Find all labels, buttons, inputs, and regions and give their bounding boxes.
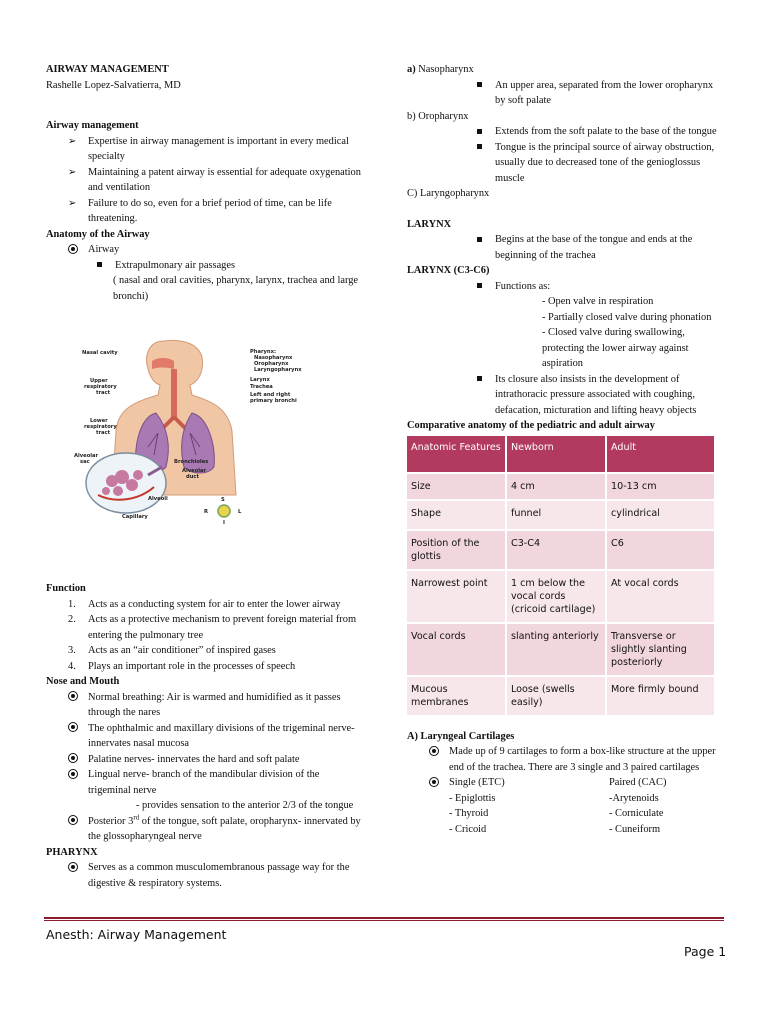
footer-rule <box>44 917 724 919</box>
list-item: Palatine nerves- innervates the hard and soft palate <box>68 752 364 768</box>
label-upper-2: respiratory <box>84 384 117 390</box>
square-bullet-icon <box>477 82 482 87</box>
list-item: 4. Plays an important role in the processes of speech <box>68 660 296 672</box>
label-alveolar-duct-1: Alveolar <box>182 468 207 474</box>
list-item: The ophthalmic and maxillary divisions of the trigeminal nerve- innervates nasal mucosa <box>68 721 364 752</box>
circle-bullet-icon <box>68 815 78 825</box>
compass-right: R <box>204 509 208 515</box>
label-bronchi-1: Left and right <box>250 392 291 398</box>
label-lower-1: Lower <box>90 418 108 424</box>
nose-mouth-heading: Nose and Mouth <box>46 676 120 687</box>
arrow-bullet-icon: ➢ <box>68 197 77 209</box>
label-larynx: Larynx <box>250 377 270 383</box>
page-number: Page 1 <box>684 944 727 959</box>
label-alveolar-sac-2: sac <box>80 459 90 465</box>
circle-bullet-icon <box>68 862 78 872</box>
list-item: - Cuneiform <box>609 823 661 835</box>
respiratory-system-illustration <box>74 335 302 526</box>
square-bullet-icon <box>477 144 482 149</box>
table-header-row: Anatomic Features Newborn Adult <box>407 436 714 472</box>
list-item: Normal breathing: Air is warmed and humidified as it passes through the nares <box>68 690 364 721</box>
list-item: Begins at the base of the tongue and ends at the beginning of the trachea <box>475 232 719 263</box>
list-item: - Thyroid <box>449 808 489 819</box>
table-row: Shape funnel cylindrical <box>407 501 714 529</box>
table-row: Position of the glottis C3-C4 C6 <box>407 531 714 569</box>
label-alveolar-duct-2: duct <box>186 474 199 480</box>
nasopharynx-heading: a) Nasopharynx <box>407 64 474 75</box>
anatomy-heading: Anatomy of the Airway <box>46 228 150 240</box>
oropharynx-heading: b) Oropharynx <box>407 110 469 122</box>
list-item: An upper area, separated from the lower oropharynx by soft palate <box>475 78 719 109</box>
list-item: ➢ Maintaining a patent airway is essential for adequate oxygenation and ventilation <box>68 165 364 196</box>
arrow-bullet-icon: ➢ <box>68 135 77 147</box>
label-lower-2: respiratory <box>84 424 117 430</box>
larynx-c3-c6-heading: LARYNX (C3-C6) <box>407 265 490 276</box>
list-item: Functions as: <box>475 279 719 295</box>
label-capillary: Capillary <box>122 514 148 520</box>
circle-bullet-icon <box>429 746 439 756</box>
list-item: Made up of 9 cartilages to form a box-like structure at the upper end of the trachea. There are 3 single and 3 paired cartilages <box>429 744 719 775</box>
list-item: Extrapulmonary air passages <box>95 258 364 274</box>
single-label: Single (ETC) <box>449 777 505 788</box>
label-upper-1: Upper <box>90 378 108 384</box>
circle-bullet-icon <box>68 691 78 701</box>
table-row: Vocal cords slanting anteriorly Transverse or slightly slanting posteriorly <box>407 624 714 675</box>
left-column-lower <box>46 581 364 891</box>
label-pharynx: Pharynx: <box>250 349 277 355</box>
list-item: Airway <box>68 242 364 258</box>
footer-rule-thin <box>44 920 724 921</box>
airway-management-heading: Airway management <box>46 120 139 131</box>
circle-bullet-icon <box>429 777 439 787</box>
list-item: ➢ Failure to do so, even for a brief period of time, can be life threatening. <box>68 196 364 227</box>
label-alveoli: Alveoli <box>148 496 168 502</box>
label-laryngopharynx: Laryngopharynx <box>254 367 302 373</box>
square-bullet-icon <box>477 237 482 242</box>
table-row: Mucous membranes Loose (swells easily) More firmly bound <box>407 677 714 715</box>
larynx-heading: LARYNX <box>407 218 452 230</box>
list-item: 3. Acts as an “air conditioner” of inspired gases <box>68 645 276 656</box>
list-item: Lingual nerve- branch of the mandibular division of the trigeminal nerve <box>68 767 364 798</box>
circle-bullet-icon <box>68 753 78 763</box>
compass-superior: S <box>221 497 225 503</box>
label-bronchioles: Bronchioles <box>174 459 209 465</box>
list-item: ➢ Expertise in airway management is important in every medical specialty <box>68 134 364 165</box>
table-row: Size 4 cm 10-13 cm <box>407 474 714 499</box>
compass-inferior: I <box>223 520 225 526</box>
laryngopharynx-heading: C) Laryngopharynx <box>407 188 490 199</box>
list-item: Tongue is the principal source of airway obstruction, usually due to decreased tone of the genioglossus muscle <box>475 140 719 187</box>
author: Rashelle Lopez-Salvatierra, MD <box>46 79 181 91</box>
label-alveolar-sac-1: Alveolar <box>74 453 99 459</box>
table-row: Narrowest point 1 cm below the vocal cords (cricoid cartilage) At vocal cords <box>407 571 714 622</box>
document-title: AIRWAY MANAGEMENT <box>46 64 169 75</box>
right-column <box>407 62 719 837</box>
label-lower-3: tract <box>96 430 111 436</box>
anatomy-note: ( nasal and oral cavities, pharynx, larynx, trachea and large bronchi) <box>113 275 359 302</box>
label-bronchi-2: primary bronchi <box>250 398 297 404</box>
label-nasopharynx: Nasopharynx <box>254 355 293 361</box>
pharynx-heading: PHARYNX <box>46 846 98 858</box>
footer-title: Anesth: Airway Management <box>46 927 227 942</box>
label-oropharynx: Oropharynx <box>254 361 289 367</box>
square-bullet-icon <box>97 262 102 267</box>
list-item: - Cricoid <box>449 823 487 835</box>
cartilages-heading: A) Laryngeal Cartilages <box>407 730 515 742</box>
left-column <box>46 62 364 304</box>
label-nasal-cavity: Nasal cavity <box>82 350 118 356</box>
table-caption: Comparative anatomy of the pediatric and adult airway <box>407 420 655 431</box>
circle-bullet-icon <box>68 244 78 254</box>
function-line: - Closed valve during swallowing, protecting the lower airway against aspiration <box>542 327 689 369</box>
label-trachea: Trachea <box>250 384 273 390</box>
paired-label: Paired (CAC) <box>609 777 667 788</box>
circle-bullet-icon <box>68 722 78 732</box>
arrow-bullet-icon: ➢ <box>68 166 77 178</box>
list-item: - Corniculate <box>609 808 664 819</box>
list-item: Serves as a common musculomembranous passage way for the digestive & respiratory systems. <box>68 860 364 891</box>
function-heading: Function <box>46 583 86 594</box>
list-item: -Arytenoids <box>609 792 659 804</box>
square-bullet-icon <box>477 129 482 134</box>
function-line: - Partially closed valve during phonation <box>542 311 712 323</box>
square-bullet-icon <box>477 376 482 381</box>
list-item: Posterior 3rd of the tongue, soft palate, oropharynx- innervated by the glossopharyngeal nerve <box>68 814 364 845</box>
comparison-table <box>405 434 716 717</box>
list-item: - Epiglottis <box>449 792 496 804</box>
square-bullet-icon <box>477 283 482 288</box>
compass-left: L <box>238 509 242 515</box>
label-upper-3: tract <box>96 390 111 396</box>
circle-bullet-icon <box>68 769 78 779</box>
list-item: 2. Acts as a protective mechanism to prevent foreign material from entering the pulmonary tree <box>68 614 357 641</box>
function-line: - Open valve in respiration <box>542 296 654 307</box>
cartilage-lists <box>429 775 719 837</box>
list-item: Its closure also insists in the development of intrathoracic pressure associated with coughing, defacation, micturation and lifting heavy objects <box>475 372 719 419</box>
lingual-note: - provides sensation to the anterior 2/3 of the tongue <box>136 800 354 811</box>
list-item: Extends from the soft palate to the base of the tongue <box>475 124 719 140</box>
list-item: 1. Acts as a conducting system for air to enter the lower airway <box>68 598 341 610</box>
